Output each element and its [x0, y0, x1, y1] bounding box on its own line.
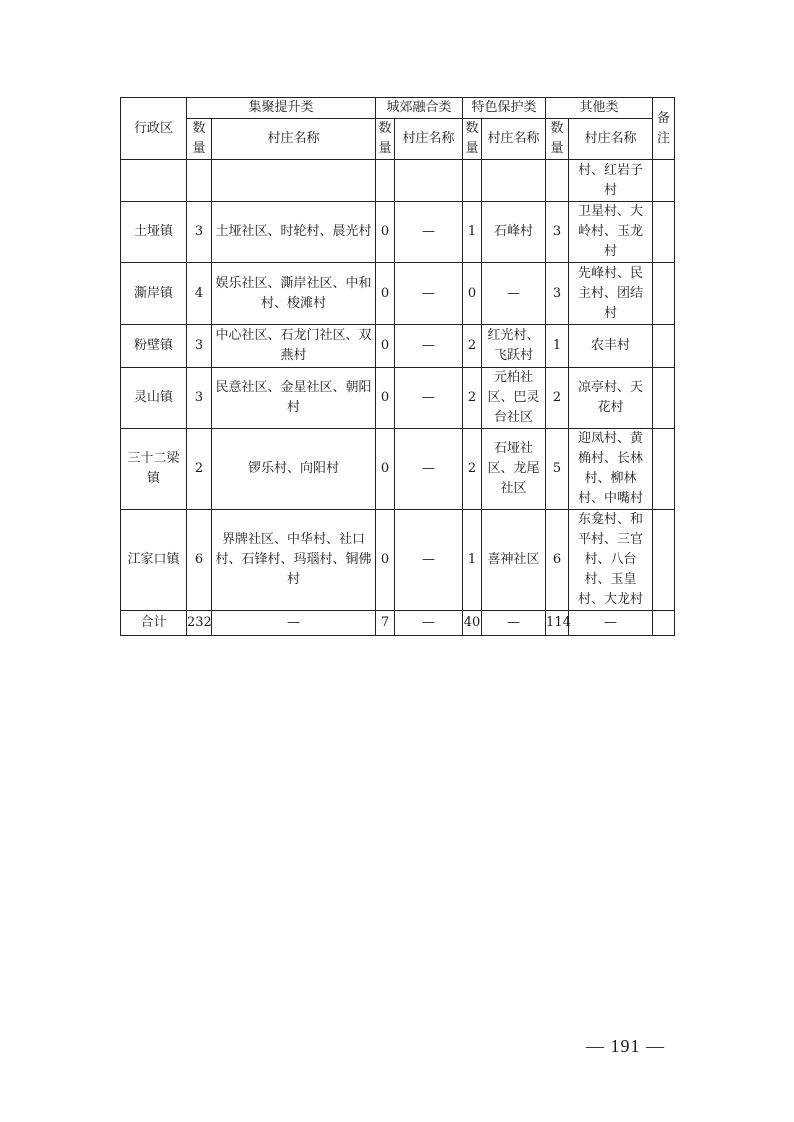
village-classification-table [120, 97, 675, 636]
district-cell: 江家口镇 [121, 510, 187, 611]
table-row [121, 202, 675, 263]
village-names-cell: 喜神社区 [482, 510, 546, 611]
header-village-names: 村庄名称 [395, 119, 463, 160]
village-names-cell: 凉亭村、天花村 [569, 368, 653, 429]
count-cell: 0 [376, 263, 395, 325]
village-names-cell: — [395, 510, 463, 611]
count-cell: 3 [187, 202, 212, 263]
count-cell: 4 [187, 263, 212, 325]
village-names-cell: 土垭社区、时轮村、晨光村 [212, 202, 376, 263]
table-row [121, 510, 675, 611]
header-count: 数量 [546, 119, 569, 160]
header-village-names: 村庄名称 [569, 119, 653, 160]
header-cluster: 集聚提升类 [187, 98, 376, 119]
village-names-cell: — [395, 368, 463, 429]
note-cell [653, 202, 675, 263]
count-cell: 2 [463, 325, 482, 368]
village-names-cell: 民意社区、金星社区、朝阳村 [212, 368, 376, 429]
village-names-cell: 石峰村 [482, 202, 546, 263]
district-cell: 土垭镇 [121, 202, 187, 263]
note-cell [653, 429, 675, 510]
count-cell: 0 [376, 325, 395, 368]
village-names-cell: 娱乐社区、澌岸社区、中和村、梭滩村 [212, 263, 376, 325]
count-cell: 1 [463, 202, 482, 263]
table-row [121, 263, 675, 325]
village-names-cell: — [395, 263, 463, 325]
village-names-cell [482, 160, 546, 202]
note-cell [653, 368, 675, 429]
count-cell [187, 160, 212, 202]
count-cell: 2 [187, 429, 212, 510]
header-count: 数量 [187, 119, 212, 160]
village-names-cell: — [395, 202, 463, 263]
count-cell: 3 [187, 368, 212, 429]
header-village-names: 村庄名称 [482, 119, 546, 160]
village-names-cell: — [212, 611, 376, 636]
count-cell: 1 [546, 325, 569, 368]
count-cell: 114 [546, 611, 569, 636]
count-cell [463, 160, 482, 202]
table-row [121, 368, 675, 429]
count-cell: 3 [187, 325, 212, 368]
village-names-cell: 村、红岩子村 [569, 160, 653, 202]
village-names-cell: — [482, 611, 546, 636]
village-names-cell: 红光村、飞跃村 [482, 325, 546, 368]
count-cell: 2 [463, 368, 482, 429]
table-row [121, 325, 675, 368]
village-names-cell: 先峰村、民主村、团结村 [569, 263, 653, 325]
village-names-cell: 农丰村 [569, 325, 653, 368]
village-names-cell: 卫星村、大岭村、玉龙村 [569, 202, 653, 263]
header-village-names: 村庄名称 [212, 119, 376, 160]
note-cell [653, 325, 675, 368]
table-row [121, 429, 675, 510]
note-cell [653, 160, 675, 202]
count-cell: 232 [187, 611, 212, 636]
count-cell: 0 [376, 368, 395, 429]
district-cell: 澌岸镇 [121, 263, 187, 325]
count-cell [546, 160, 569, 202]
count-cell: 6 [187, 510, 212, 611]
count-cell: 0 [376, 429, 395, 510]
district-cell: 三十二梁镇 [121, 429, 187, 510]
count-cell: 0 [376, 510, 395, 611]
count-cell: 7 [376, 611, 395, 636]
count-cell: 0 [376, 202, 395, 263]
village-names-cell: — [395, 429, 463, 510]
header-note: 备注 [653, 98, 675, 160]
district-cell: 合计 [121, 611, 187, 636]
village-names-cell [395, 160, 463, 202]
header-count: 数量 [376, 119, 395, 160]
count-cell: 2 [463, 429, 482, 510]
count-cell: 6 [546, 510, 569, 611]
table-row [121, 611, 675, 636]
note-cell [653, 263, 675, 325]
count-cell: 0 [463, 263, 482, 325]
count-cell: 3 [546, 202, 569, 263]
village-names-cell: — [569, 611, 653, 636]
note-cell [653, 510, 675, 611]
header-feature: 特色保护类 [463, 98, 546, 119]
village-names-cell: 石垭社区、龙尾社区 [482, 429, 546, 510]
village-names-cell: 界牌社区、中华村、社口村、石锋村、玛瑙村、铜佛村 [212, 510, 376, 611]
count-cell: 40 [463, 611, 482, 636]
village-names-cell: 中心社区、石龙门社区、双燕村 [212, 325, 376, 368]
village-names-cell: — [395, 325, 463, 368]
header-count: 数量 [463, 119, 482, 160]
village-names-cell: — [395, 611, 463, 636]
header-other: 其他类 [546, 98, 653, 119]
village-names-cell: 东龛村、和平村、三官村、八台村、玉皇村、大龙村 [569, 510, 653, 611]
district-cell: 灵山镇 [121, 368, 187, 429]
count-cell: 1 [463, 510, 482, 611]
village-names-cell: — [482, 263, 546, 325]
header-suburban: 城郊融合类 [376, 98, 463, 119]
district-cell [121, 160, 187, 202]
count-cell: 3 [546, 263, 569, 325]
district-cell: 粉壁镇 [121, 325, 187, 368]
header-district: 行政区 [121, 98, 187, 160]
count-cell [376, 160, 395, 202]
note-cell [653, 611, 675, 636]
village-names-cell [212, 160, 376, 202]
village-names-cell: 锣乐村、向阳村 [212, 429, 376, 510]
table-row [121, 160, 675, 202]
count-cell: 5 [546, 429, 569, 510]
count-cell: 2 [546, 368, 569, 429]
village-names-cell: 元柏社区、巴灵台社区 [482, 368, 546, 429]
page-number: — 191 — [586, 1036, 665, 1056]
village-names-cell: 迎凤村、黄桷村、长林村、柳林村、中嘴村 [569, 429, 653, 510]
